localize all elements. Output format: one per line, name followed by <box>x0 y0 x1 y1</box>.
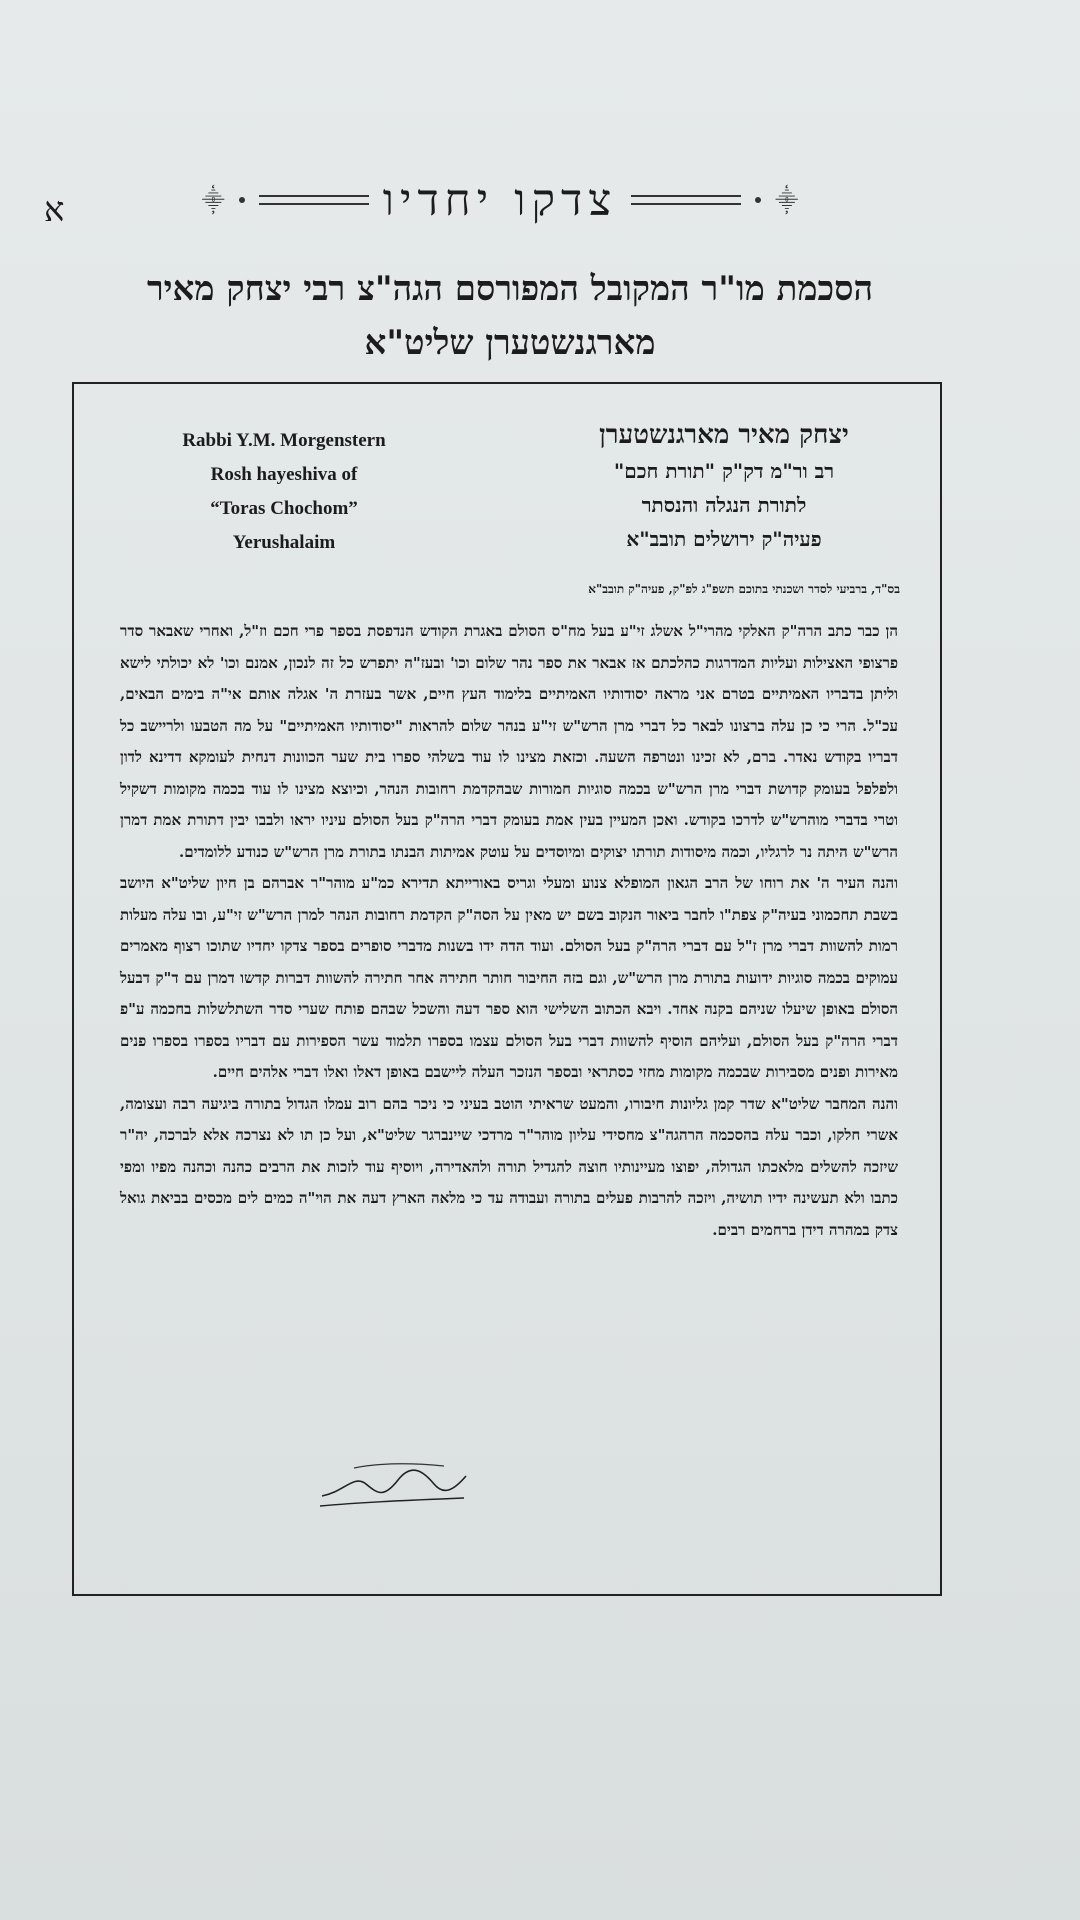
letter-body <box>120 616 898 1246</box>
paragraph: הן כבר כתב הרה"ק האלקי מהרי"ל אשלג זי"ע בעל מח"ס הסולם באגרת הקודש הנדפסת בספר פרי חכם וז"ל, ואחרי שאבאר סדר פרצופי האצילות ועליות המדרגות כהלכתם אז אבאר את ספר נהר שלום וכו' ובעז"ה יתפרש כל זה לנכון, אמנם וכו' לא יכולתי לישא וליתן בדבריו האמיתיים בטרם אני מראה יסודותיו האמיתיים בלימוד העץ חיים, אשר בעזרת ה' אגלה אותם אי"ה בימים הבאים, עכ"ל. הרי כי כן עלה ברצונו לבאר כל דברי מרן הרש"ש זי"ע בנהר שלום להראות "יסודותיו האמיתיים" על מה הטבעו ולריישב כל דבריו בקודש נאדר. ברם, לא זכינו ונטרפה השעה. וכזאת מצינו לו עוד בשלהי ספרו בית שער הכוונות דנחית לעומקא דדינא לדון ולפלפל בעומק קדושת דברי מרן הרש"ש בכמה סוגיות חמורות שבהקדמת רחובות הנהר, וכיוצא מצינו לו עוד בכמה מקומות דשקיל וטרי בדברי מוהרש"ש לדרכו בקודש. ואכן המעיין בעין אמת בעומק דברי הרה"ק בעל הסולם עיניו יראו ולבבו יבין דתורת אמת דמרן הרש"ש היתה נר לרגליו, וכמה מיסודות תורתו יצוקים ומיוסדים על עוטק אמיתות הבנתו בתורת מרן הרש"ש כנודע ללומדים. <box>120 622 898 861</box>
paragraph: והנה העיר ה' את רוחו של הרב הגאון המופלא צנוע ומעלי וגריס באורייתא תדירא כמ"ע מוהר"ר אברהם בן חיון שליט"א היושב בשבת תחכמוני בעיה"ק צפת"ו לחבר ביאור הנקוב בשם יש מאין על הסה"ק הקדמת רחובות הנהר למרן הרש"ש זי"ע, ובו עלה מעלות רמות להשוות דברי מרן ז"ל עם דברי הרה"ק בעל הסולם. ועוד הדה ידו בשנות מדברי סופרים בספר צדקו יחדיו שתוכו רצוף מאמרים עמוקים בכמה סוגיות ידועות בתורת מרן הרש"ש, וגם בזה החיבור חותר חתירה אחר חתירה להשוות דברות קדשו דמרן עם ד"ק דבעל הסולם באופן שיעלו שניהם בקנה אחד. ויבא הכתוב השלישי הוא ספר דעה והשכל שבהם פותח שערי סדר השתלשלות בחכמה ע"פ דברי הרה"ק בעל הסולם, ועליהם הוסיף להשוות דברי בעל הסולם עצמו בספרו תלמוד עשר הספירות עם דבריו בספרו בספרו פנים מאירות ופנים מסבירות שבכמה מקומות מחזי כסתראי ובספר הנזכר העלה ליישבם באופן דאלו ואלו דברי אלהים חיים. <box>120 874 898 1081</box>
signature <box>314 1454 474 1514</box>
dateline: בס"ד, ברביעי לסדר ושכנתי בתוכם תשפ"ג לפ"ק, פעיה"ק תובב"א <box>588 582 900 596</box>
letterhead-line: Rosh hayeshiva of <box>210 464 358 485</box>
approbation-title: הסכמת מו"ר המקובל המפורסם הגה"צ רבי יצחק מאיר מארגנשטערן שליט"א <box>146 269 874 363</box>
letterhead-line: פעיה"ק ירושלים תובב"א <box>626 527 822 551</box>
letterhead-hebrew <box>544 416 904 556</box>
running-header <box>180 170 820 230</box>
rabbi-name-hebrew: יצחק מאיר מארגנשטערן <box>599 420 849 450</box>
dot-icon <box>755 197 761 203</box>
letterhead-english <box>134 424 434 560</box>
flourish-icon: ⸎ <box>201 189 225 214</box>
letterhead-line: Yerushalaim <box>232 532 336 553</box>
letterhead-line: לתורת הנגלה והנסתר <box>641 493 807 517</box>
flourish-icon: ⸎ <box>775 189 799 214</box>
double-rule <box>631 195 741 205</box>
header-title: צדקו יחדיו <box>382 174 618 226</box>
letterhead-line: “Toras Chochom” <box>210 498 358 519</box>
rabbi-name-english: Rabbi Y.M. Morgenstern <box>182 430 386 451</box>
paragraph: והנה המחבר שליט"א שדר קמן גליונות חיבורו, והמעט שראיתי הוטב בעיני כי ניכר בהם רוב עמלו הגדול בתורה ביגיעה רבה ועצומה, אשרי חלקו, וכבר עלה בהסכמה הרהגה"צ מחסידי עליון מוהר"ר מרדכי שיינברגר שליט"א, ועל כן תו לא נצרכה אלא לברכה, יה"ר שיזכה להשלים מלאכתו הגדולה, יפוצו מעיינותיו חוצה להגדיל תורה ולהאדירה, ויוסיף עוד לזכות את הרבים כהנה וכהנה מפיו ומפי כתבו ולא תעשינה ידיו תושיה, ויזכה להרבות פעלים בתורה ועבודה עד כי מלאה הארץ דעה את הוי"ה כמים לים מכסים בביאת גואל צדק במהרה דידן ברחמים רבים. <box>120 1094 898 1239</box>
dot-icon <box>239 197 245 203</box>
letterhead-line: רב ור"מ דק"ק "תורת חכם" <box>613 459 835 483</box>
page-number: א <box>44 190 65 230</box>
letter-frame <box>72 382 942 1596</box>
double-rule <box>259 195 369 205</box>
